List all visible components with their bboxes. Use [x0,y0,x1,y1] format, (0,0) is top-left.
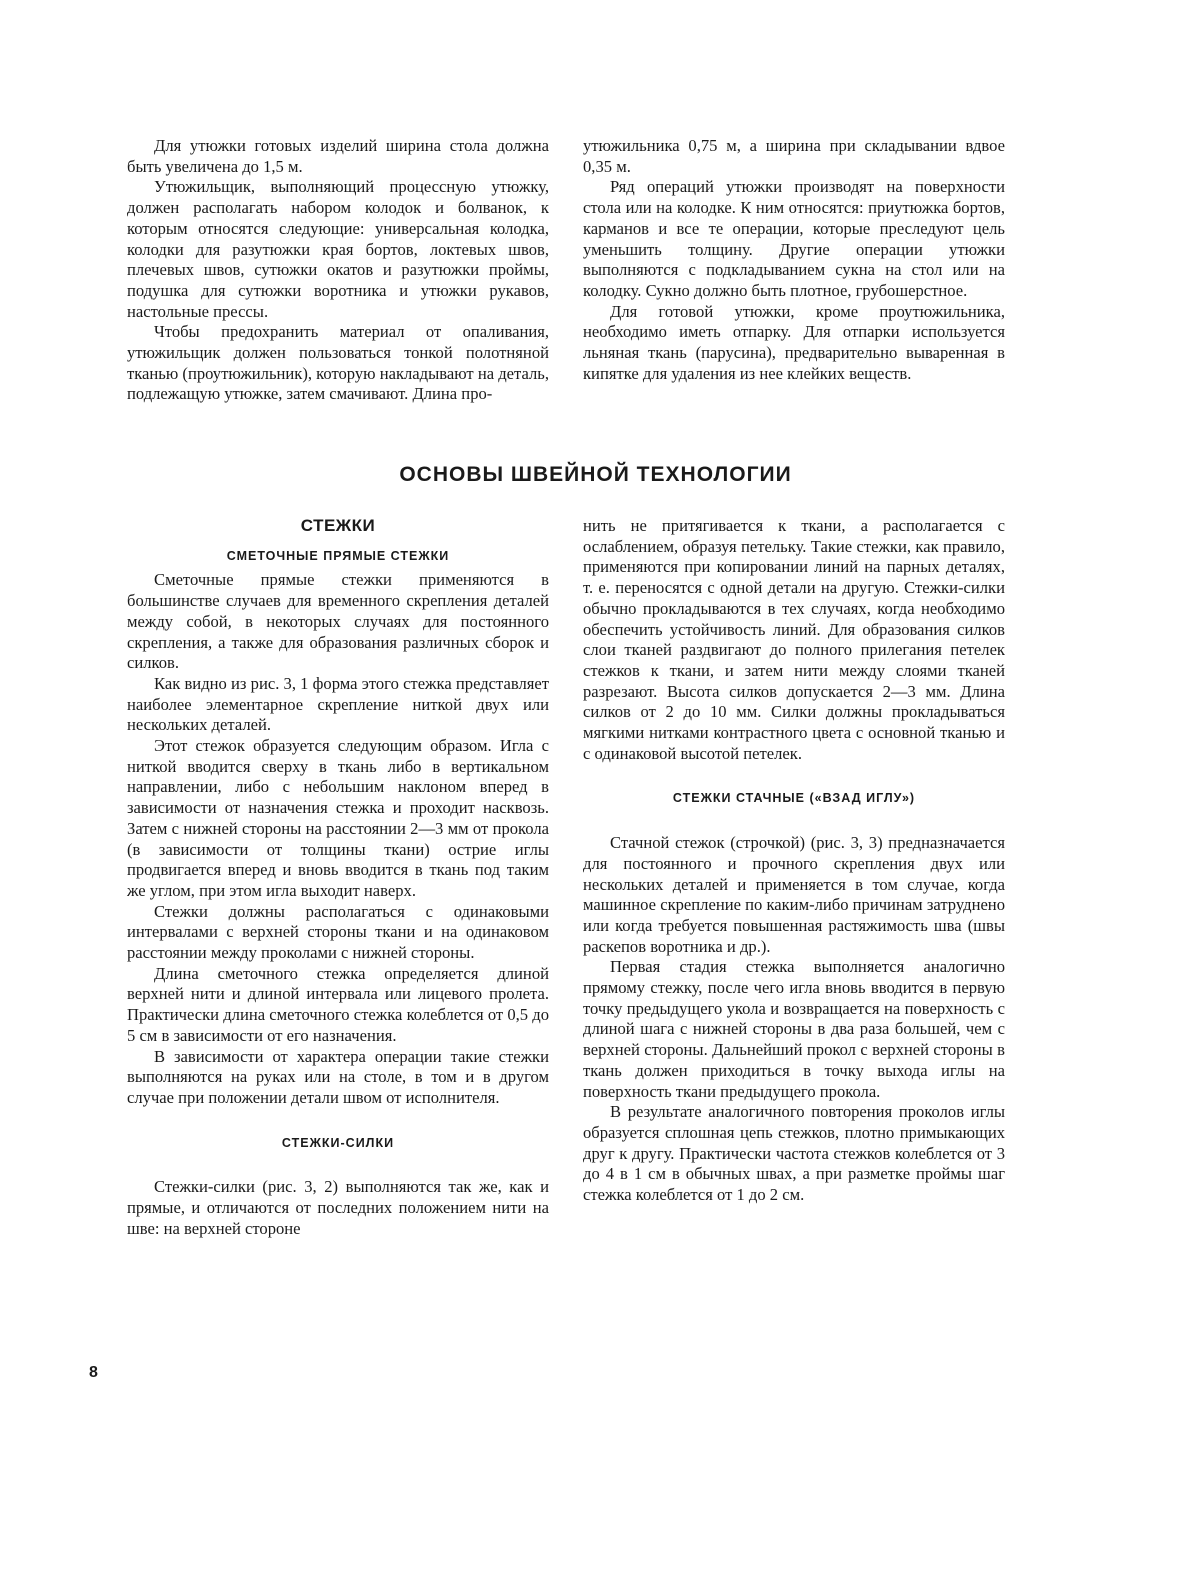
paragraph: Стачной стежок (строчкой) (рис. 3, 3) предназначается для постоянного и прочного скрепления двух или нескольких деталей и применяется в том случае, когда машинное скрепление по каким-либо причинам затруднено или когда требуется повышенная растяжимость шва (швы раскепов воротника и др.). [583,833,1005,956]
subsection-title: СТЕЖКИ СТАЧНЫЕ («ВЗАД ИГЛУ») [672,791,916,806]
subsection-title: СМЕТОЧНЫЕ ПРЯМЫЕ СТЕЖКИ [226,548,450,563]
paragraph: Этот стежок образуется следующим образом. Игла с ниткой вводится сверху в ткань либо в вертикальном направлении, либо с небольшим наклоном вперед в зависимости от назначения стежка и проходит насквозь. Затем с нижней стороны на расстоянии 2—3 мм от прокола (в зависимости от толщины ткани) острие иглы продвигается вперед и вновь вводится в ткань под таким же углом, при этом игла выходит наверх. [127,736,549,900]
page-number: 8 [89,1364,98,1381]
main-right-column [583,516,1005,1206]
paragraph: Стежки должны располагаться с одинаковыми интервалами с верхней стороны ткани и на одинаковом расстоянии между проколами с нижней стороны. [127,901,549,963]
paragraph: В результате аналогичного повторения проколов иглы образуется сплошная цепь стежков, плотно примыкающих друг к другу. Практически частота стежков колеблется от 3 до 4 в 1 см в обычных швах, а при разметке проймы шаг стежка колеблется от 1 до 2 см. [583,1102,1005,1205]
top-right-column [583,136,1005,384]
paragraph-continuation: утюжильника 0,75 м, а ширина при складывании вдвое 0,35 м. [583,136,1005,176]
paragraph: Чтобы предохранить материал от опаливания, утюжильщик должен пользоваться тонкой полотняной тканью (проутюжильник), которую накладывают на деталь, подлежащую утюжке, затем смачивают. Длина про- [127,322,549,404]
paragraph: В зависимости от характера операции такие стежки выполняются на руках или на столе, в том и в другом случае при положении детали швом от исполнителя. [127,1046,549,1107]
paragraph: Для готовой утюжки, кроме проутюжильника, необходимо иметь отпарку. Для отпарки используется льняная ткань (парусина), предварительно вываренная в кипятке для удаления из нее клейких веществ. [583,301,1005,383]
paragraph: Утюжильщик, выполняющий процессную утюжку, должен располагать набором колодок и болванок, к которым относятся следующие: универсальная колодка, колодки для разутюжки края бортов, локтевых швов, плечевых швов, сутюжки окатов и разутюжки проймы, подушка для сутюжки воротника и утюжки рукавов, настольные прессы. [127,177,549,321]
subsection-title: СТЕЖКИ-СИЛКИ [281,1135,395,1150]
top-left-column [127,136,549,405]
paragraph: Первая стадия стежка выполняется аналогично прямому стежку, после чего игла вновь вводится в первую точку предыдущего укола и возвращается на поверхность с длиной шага с нижней стороны в два раза большей, чем с верхней стороны. Дальнейший прокол с верхней стороны в ткань должен приходиться в точку выхода иглы на поверхность ткани предыдущего прокола. [583,957,1005,1101]
paragraph: Ряд операций утюжки производят на поверхности стола или на колодке. К ним относятся: приутюжка бортов, карманов и все те операции, которые преследуют цель уменьшить толщину. Другие операции утюжки выполняются с подкладыванием сукна на стол или на колодку. Сукно должно быть плотное, грубошерстное. [583,177,1005,300]
section-title: СТЕЖКИ [300,516,376,535]
paragraph-continuation: нить не притягивается к ткани, а располагается с ослаблением, образуя петельку. Такие стежки, как правило, применяются при копировании линий на парных деталях, т. е. переносятся с одной детали на другую. Стежки-силки обычно прокладываются в тех случаях, когда необходимо обеспечить устойчивость линий. Для образования силков слои тканей раздвигают до полного прилегания петелек стежков к ткани, и затем нити между слоями тканей разрезают. Высота силков допускается 2—3 мм. Длина силков от 2 до 10 мм. Силки должны прокладываться мягкими нитками контрастного цвета с основной тканью и с одинаковой высотой петелек. [583,516,1005,763]
main-left-column [127,516,549,1240]
paragraph: Сметочные прямые стежки применяются в большинстве случаев для временного скрепления деталей между собой, в некоторых случаях для постоянного скрепления, а также для образования различных сборок и силков. [127,570,549,673]
paragraph: Как видно из рис. 3, 1 форма этого стежка представляет наиболее элементарное скрепление ниткой двух или нескольких деталей. [127,673,549,735]
paragraph: Длина сметочного стежка определяется длиной верхней нити и длиной интервала или лицевого пролета. Практически длина сметочного стежка колеблется от 0,5 до 5 см в зависимости от его назначения. [127,963,549,1045]
paragraph: Для утюжки готовых изделий ширина стола должна быть увеличена до 1,5 м. [127,136,549,176]
paragraph: Стежки-силки (рис. 3, 2) выполняются так же, как и прямые, и отличаются от последних положением нити на шве: на верхней стороне [127,1177,549,1238]
chapter-title: ОСНОВЫ ШВЕЙНОЙ ТЕХНОЛОГИИ [399,463,792,486]
